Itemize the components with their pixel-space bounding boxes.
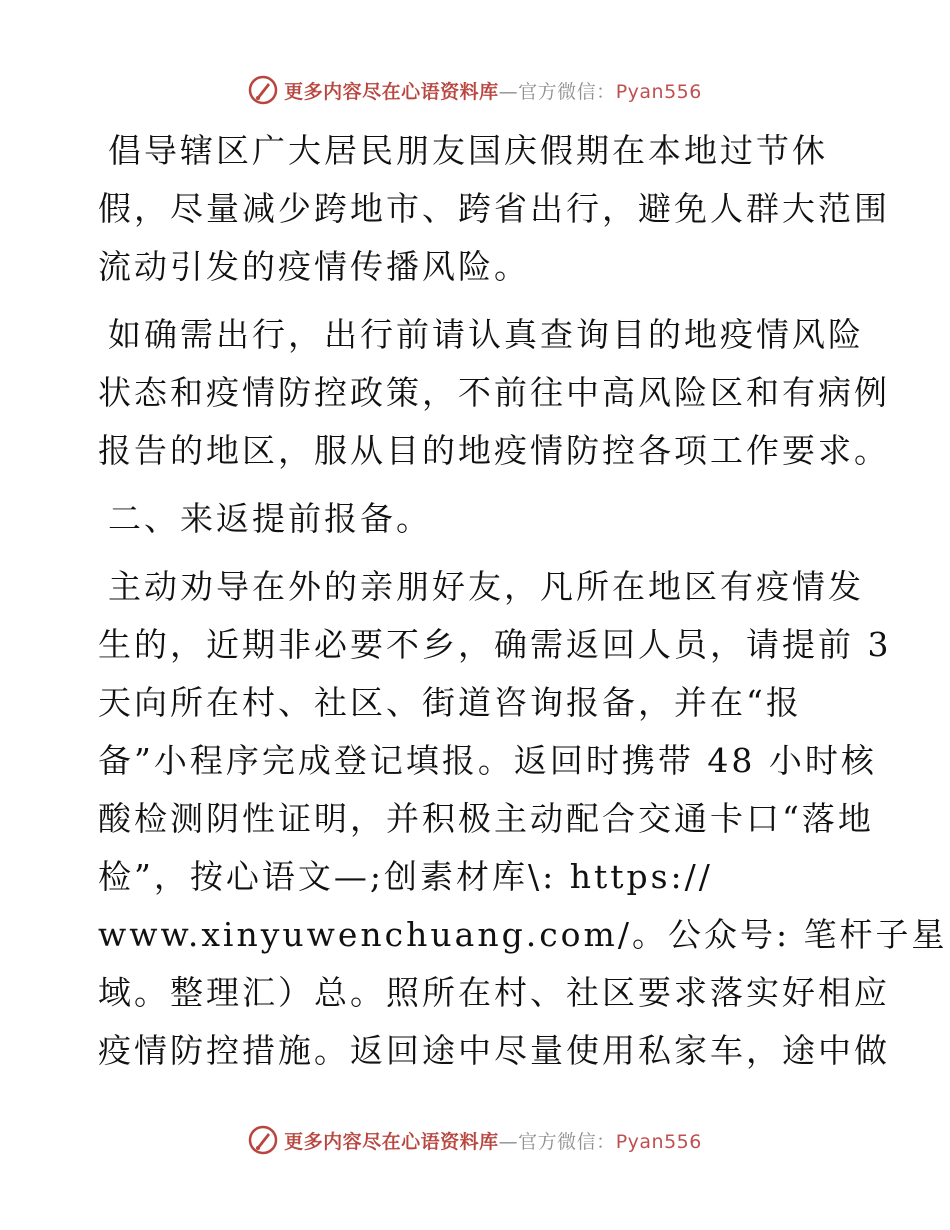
banner-main-text: 更多内容尽在心语资料库: [284, 1130, 499, 1153]
text-line: 假，尽量减少跨地市、跨省出行，避免人群大范围: [98, 189, 890, 228]
text-line: 状态和疫情防控政策，不前往中高风险区和有病例: [98, 373, 890, 412]
banner-text: [284, 1127, 702, 1154]
text-line: 疫情防控措施。返回途中尽量使用私家车，途中做: [98, 1031, 890, 1070]
quill-logo-icon: [248, 75, 278, 105]
text-line: 检”，按心语文—;创素材库\: https://: [98, 857, 713, 896]
paragraph-2: [98, 306, 890, 480]
text-line: 主动劝导在外的亲朋好友，凡所在地区有疫情发: [108, 567, 864, 606]
banner-sub-text: —官方微信：: [498, 1130, 616, 1153]
text-line: www.xinyuwenchuang.com/。公众号: 笔杆子星: [98, 915, 948, 954]
text-line: 倡导辖区广大居民朋友国庆假期在本地过节休: [108, 131, 828, 170]
banner-wechat-id: Pyan556: [615, 80, 702, 103]
paragraph-1: [98, 122, 890, 296]
text-line: 酸检测阴性证明，并积极主动配合交通卡口“落地: [98, 799, 874, 838]
text-line: 备”小程序完成登记填报。返回时携带 48 小时核: [98, 741, 877, 780]
paragraph-3: [98, 558, 948, 1080]
document-body: [98, 122, 948, 1090]
text-line: 天向所在村、社区、街道咨询报备，并在“报: [98, 683, 802, 722]
banner-main-text: 更多内容尽在心语资料库: [284, 80, 499, 103]
header-banner: [0, 70, 950, 110]
footer-banner: [0, 1120, 950, 1160]
text-line: 二、来返提前报备。: [108, 499, 432, 538]
section-heading: [98, 490, 858, 548]
banner-text: [284, 77, 702, 104]
text-line: 流动引发的疫情传播风险。: [98, 247, 530, 286]
text-line: 报告的地区，服从目的地疫情防控各项工作要求。: [98, 431, 890, 470]
banner-wechat-id: Pyan556: [615, 1130, 702, 1153]
quill-logo-icon: [248, 1125, 278, 1155]
text-line: 如确需出行，出行前请认真查询目的地疫情风险: [108, 315, 864, 354]
banner-sub-text: —官方微信：: [498, 80, 616, 103]
text-line: 域。整理汇）总。照所在村、社区要求落实好相应: [98, 973, 890, 1012]
text-line: 生的，近期非必要不乡，确需返回人员，请提前 3: [98, 625, 892, 664]
